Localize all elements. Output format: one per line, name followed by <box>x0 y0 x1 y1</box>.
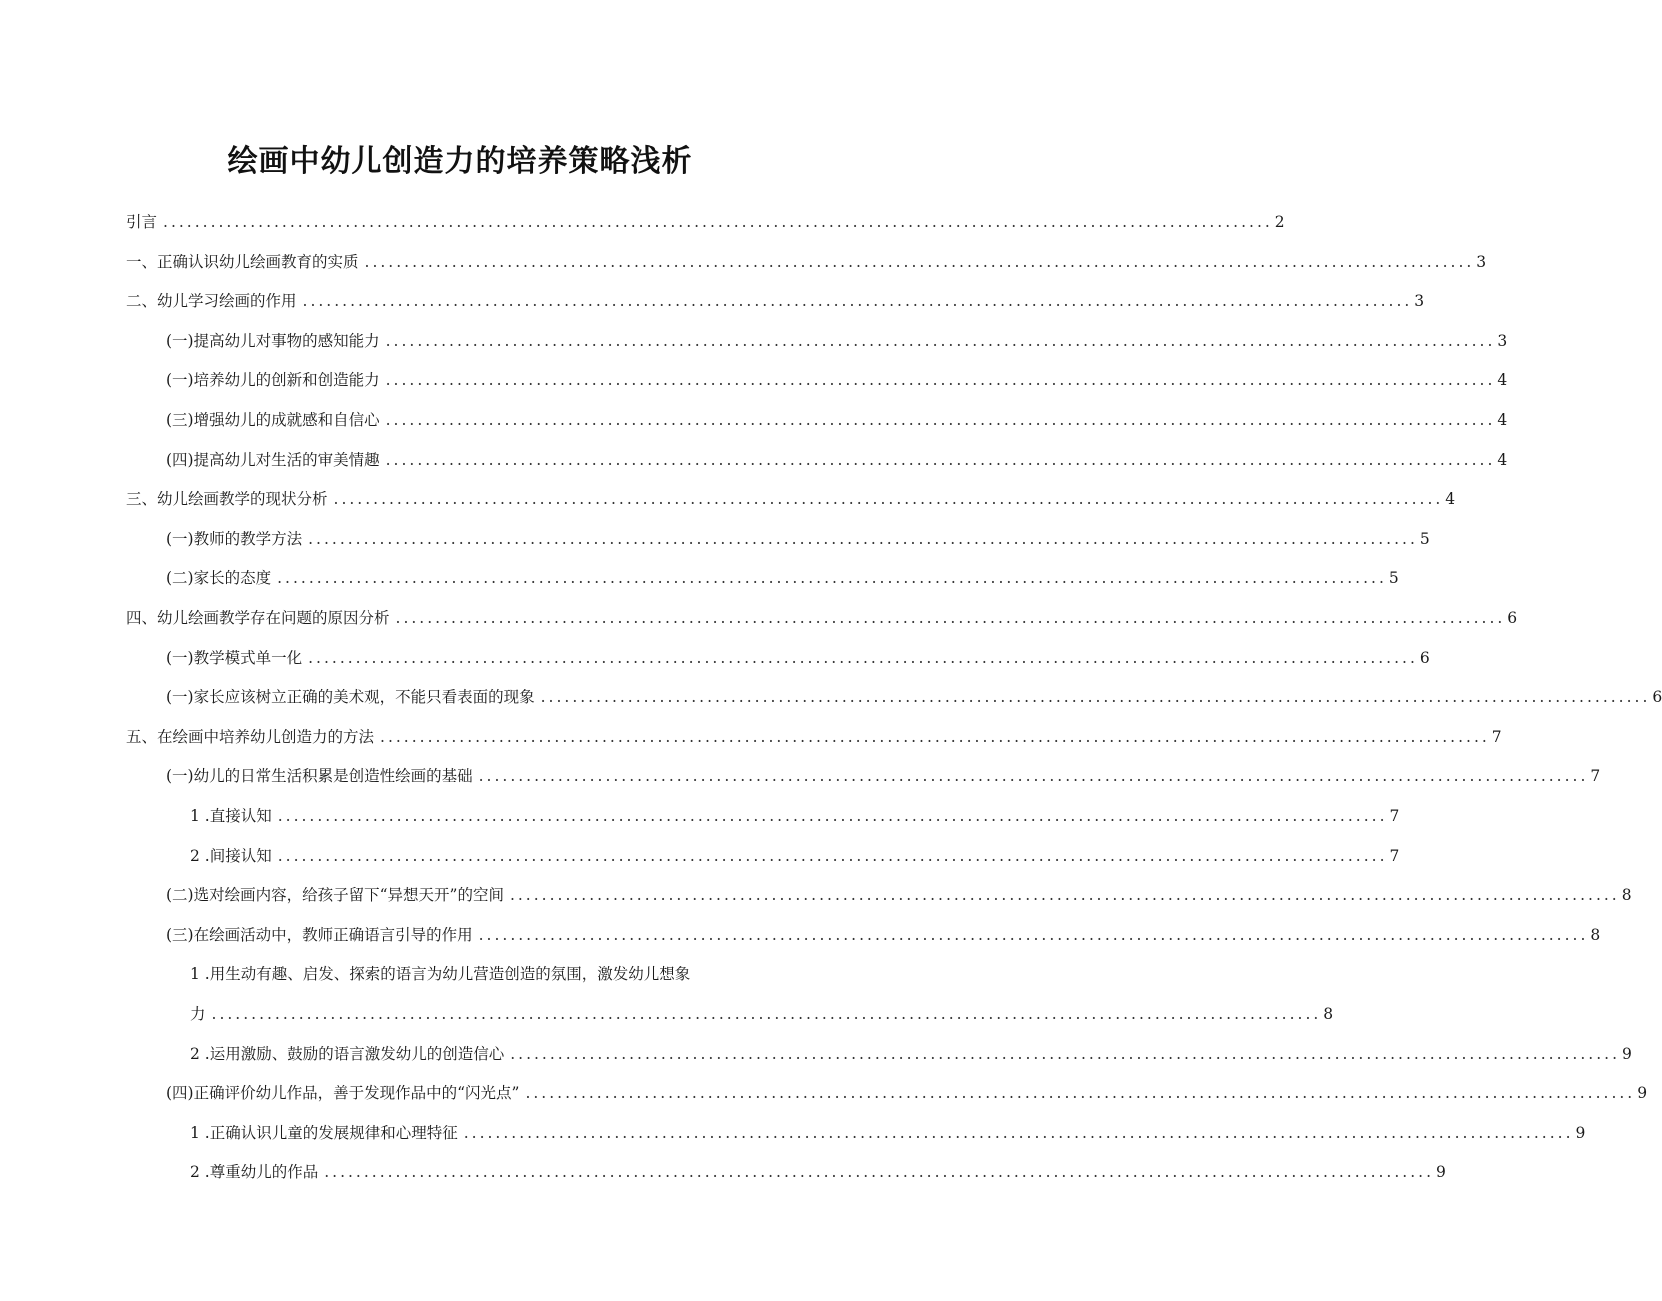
toc-page-number: 2 <box>1274 213 1285 231</box>
dot-leader: ............................................................................................................................................ <box>385 411 1496 429</box>
toc-page-number: 9 <box>1622 1044 1632 1063</box>
toc-entry-title: 三、幼儿绘画教学的现状分析 <box>126 490 328 509</box>
toc-page-number: 3 <box>1414 292 1425 311</box>
toc-page-number: 4 <box>1497 411 1508 429</box>
dot-leader: ............................................................................................................................................ <box>308 529 1418 548</box>
toc-entry[interactable] <box>166 685 1662 709</box>
toc-entry[interactable] <box>190 1042 1632 1066</box>
toc-page-number: 9 <box>1436 1163 1446 1182</box>
toc-page-number: 5 <box>1419 529 1430 548</box>
dot-leader: ............................................................................................................................................ <box>324 1163 1434 1182</box>
dot-leader: ............................................................................................................................................ <box>333 490 1444 509</box>
toc-entry-title: (一)教师的教学方法 <box>166 529 303 548</box>
toc-page-number: 9 <box>1637 1084 1648 1103</box>
toc-entry-title: (一)幼儿的日常生活积累是创造性绘画的基础 <box>166 767 473 786</box>
toc-entry[interactable] <box>166 368 1508 392</box>
toc-entry-title: 五、在绘画中培养幼儿创造力的方法 <box>126 727 375 746</box>
toc-entry[interactable] <box>190 804 1400 828</box>
toc-entry[interactable] <box>166 448 1508 472</box>
dot-leader: ............................................................................................................................................ <box>510 1044 1620 1063</box>
dot-leader: ............................................................................................................................................ <box>163 213 1273 231</box>
dot-leader: ............................................................................................................................................ <box>308 648 1418 667</box>
dot-leader: ............................................................................................................................................ <box>385 331 1496 350</box>
toc-entry[interactable] <box>166 329 1508 353</box>
toc-entry[interactable] <box>190 1002 1334 1026</box>
toc-page-number: 5 <box>1388 569 1399 588</box>
toc-entry[interactable] <box>126 210 1285 234</box>
toc-page-number: 7 <box>1389 807 1400 825</box>
toc-entry-title: 一、正确认识幼儿绘画教育的实质 <box>126 252 359 271</box>
toc-entry[interactable] <box>190 844 1400 868</box>
toc-page-number: 4 <box>1445 490 1456 509</box>
toc-page-number: 8 <box>1621 886 1632 905</box>
toc-entry[interactable] <box>126 725 1502 749</box>
dot-leader: ............................................................................................................................................ <box>525 1084 1636 1103</box>
toc-page-number: 6 <box>1652 688 1662 707</box>
toc-entry-title: (二)选对绘画内容，给孩子留下“异想天开”的空间 <box>166 886 504 905</box>
dot-leader: ............................................................................................................................................ <box>540 688 1651 707</box>
toc-entry[interactable] <box>190 1121 1586 1145</box>
toc-page-number: 6 <box>1507 609 1518 627</box>
document-title: 绘画中幼儿创造力的培养策略浅析 <box>227 144 693 180</box>
toc-entry-title: (一)培养幼儿的创新和创造能力 <box>166 371 380 390</box>
toc-entry-title: 2 .运用激励、鼓励的语言激发幼儿的创造信心 <box>190 1044 505 1063</box>
toc-entry[interactable] <box>166 883 1632 907</box>
toc-entry-title: (一)提高幼儿对事物的感知能力 <box>166 331 380 350</box>
toc-entry-title: 2 .间接认知 <box>190 846 272 865</box>
toc-entry-title: 2 .尊重幼儿的作品 <box>190 1163 319 1182</box>
toc-page-number: 8 <box>1323 1005 1334 1023</box>
toc-entry-title: 引言 <box>126 213 158 231</box>
dot-leader: ............................................................................................................................................ <box>302 292 1413 311</box>
dot-leader: ............................................................................................................................................ <box>211 1005 1322 1023</box>
toc-page-number: 4 <box>1497 371 1508 390</box>
toc-entry-title: (三)增强幼儿的成就感和自信心 <box>166 411 380 429</box>
dot-leader: ............................................................................................................................................ <box>364 252 1475 271</box>
dot-leader: ............................................................................................................................................ <box>277 569 1387 588</box>
toc-page-number: 8 <box>1590 925 1601 944</box>
toc-page-number: 3 <box>1476 252 1487 271</box>
toc-entry[interactable] <box>166 1081 1648 1105</box>
dot-leader: ............................................................................................................................................ <box>385 450 1496 469</box>
toc-page-number: 9 <box>1575 1123 1586 1142</box>
toc-entry-title: 力 <box>190 1005 206 1023</box>
dot-leader: ............................................................................................................................................ <box>395 609 1506 627</box>
dot-leader: ............................................................................................................................................ <box>277 846 1388 865</box>
toc-entry-title: (二)家长的态度 <box>166 569 272 588</box>
toc-page-number: 7 <box>1491 727 1502 746</box>
toc-entry[interactable] <box>126 606 1518 630</box>
toc-page-number: 7 <box>1389 846 1400 865</box>
toc-entry-title: (一)教学模式单一化 <box>166 648 303 667</box>
toc-entry-title: (一)家长应该树立正确的美术观，不能只看表面的现象 <box>166 688 535 707</box>
toc-entry-title: 1 .直接认知 <box>190 807 272 825</box>
dot-leader: ............................................................................................................................................ <box>380 727 1490 746</box>
dot-leader: ............................................................................................................................................ <box>277 807 1388 825</box>
toc-page-number: 4 <box>1497 450 1508 469</box>
toc-entry[interactable] <box>126 289 1425 313</box>
toc-entry-title: 四、幼儿绘画教学存在问题的原因分析 <box>126 609 390 627</box>
toc-entry[interactable] <box>126 487 1456 511</box>
dot-leader: ............................................................................................................................................ <box>463 1123 1574 1142</box>
dot-leader: ............................................................................................................................................ <box>478 925 1589 944</box>
toc-entry[interactable] <box>166 527 1430 551</box>
dot-leader: ............................................................................................................................................ <box>478 767 1589 786</box>
toc-entry[interactable] <box>126 250 1487 274</box>
toc-page-number: 3 <box>1497 331 1508 350</box>
toc-page-number: 6 <box>1419 648 1430 667</box>
toc-entry[interactable] <box>166 566 1399 590</box>
toc-entry-title: 二、幼儿学习绘画的作用 <box>126 292 297 311</box>
toc-entry[interactable] <box>190 1160 1446 1184</box>
toc-entry[interactable] <box>166 408 1508 432</box>
toc-entry[interactable] <box>166 923 1601 947</box>
toc-entry-title: (三)在绘画活动中，教师正确语言引导的作用 <box>166 925 473 944</box>
toc-entry[interactable] <box>166 764 1601 788</box>
dot-leader: ............................................................................................................................................ <box>385 371 1496 390</box>
toc-entry[interactable] <box>166 646 1430 670</box>
dot-leader: ............................................................................................................................................ <box>509 886 1620 905</box>
toc-page-number: 7 <box>1590 767 1601 786</box>
toc-entry-title: (四)正确评价幼儿作品，善于发现作品中的“闪光点” <box>166 1084 520 1103</box>
toc-entry-title: 1 .用生动有趣、启发、探索的语言为幼儿营造创造的氛围，激发幼儿想象 <box>190 965 691 984</box>
toc-entry-title: (四)提高幼儿对生活的审美情趣 <box>166 450 380 469</box>
toc-entry-title: 1 .正确认识儿童的发展规律和心理特征 <box>190 1123 458 1142</box>
toc-entry[interactable] <box>190 962 781 986</box>
